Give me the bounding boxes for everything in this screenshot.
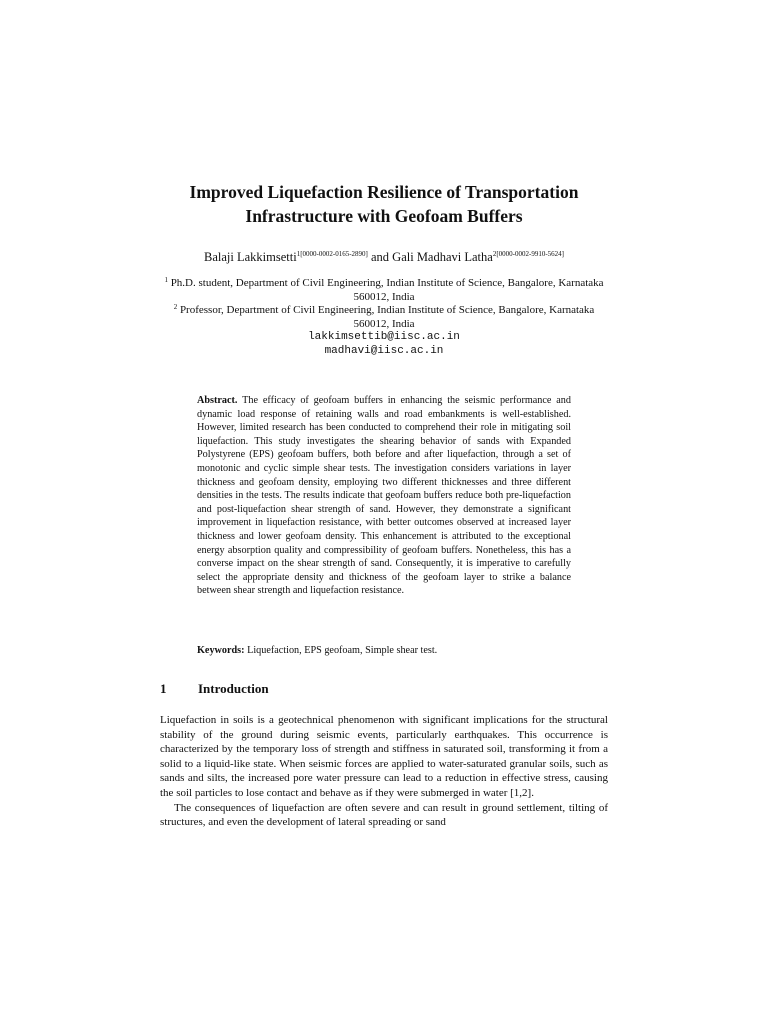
- title-line-1: Improved Liquefaction Resilience of Transportation: [189, 182, 579, 202]
- keywords: [197, 644, 571, 658]
- abstract-label: Abstract.: [197, 395, 238, 406]
- author-conjunction: and: [367, 250, 393, 264]
- keywords-text: Liquefaction, EPS geofoam, Simple shear test.: [244, 645, 438, 656]
- section-number: 1: [160, 681, 167, 696]
- author-1-orcid: 1[0000-0002-0165-2890]: [296, 250, 368, 258]
- introduction-body: [160, 713, 608, 830]
- author-1-name: Balaji Lakkimsetti: [204, 250, 297, 264]
- abstract-text: The efficacy of geofoam buffers in enhancing the seismic performance and dynamic load response of retaining walls and road embankments is well-established. However, limited research has been conducted to comprehend their role in mitigating soil liquefaction. This study investigates the shearing behavior of sands with Expanded Polystyrene (EPS) geofoam buffers, both before and after liquefaction, through a set of monotonic and cyclic simple shear tests. The investigation considers variations in layer thickness and geofoam density, employing two different thicknesses and three different densities in the tests. The results indicate that geofoam buffers reduce both pre-liquefaction and post-liquefaction shear strength of sand. However, they demonstrate a significant improvement in liquefaction resistance, with better outcomes observed at increased layer thickness and lower geofoam density. This enhancement is attributed to the exceptional energy absorption quality and compressibility of geofoam buffers. Nonetheless, this has a converse impact on the shear strength of sand. Consequently, it is imperative to carefully select the appropriate density and thickness of the geofoam layer to strike a balance between shear strength and liquefaction resistance.: [197, 395, 571, 597]
- paper-title: [120, 180, 648, 228]
- title-line-2: Infrastructure with Geofoam Buffers: [245, 206, 523, 226]
- author-2-name: Gali Madhavi Latha: [392, 250, 493, 264]
- affiliation-2: [158, 304, 610, 331]
- affiliation-1-text: Ph.D. student, Department of Civil Engineering, Indian Institute of Science, Bangalore, Karnataka 560012, India: [167, 277, 604, 303]
- affiliation-2-text: Professor, Department of Civil Engineering, Indian Institute of Science, Bangalore, Karnataka 560012, India: [177, 304, 595, 330]
- section-title: Introduction: [198, 681, 269, 696]
- paragraph-1: Liquefaction in soils is a geotechnical phenomenon with significant implications for the structural stability of the ground during seismic events, particularly earthquakes. This occurrence is characterized by the temporary loss of strength and stiffness in saturated soil, transforming it from a solid to a liquid-like state. When seismic forces are applied to water-saturated granular soils, such as sands and silts, the increased pore water pressure can lead to a reduction in effective stress, causing the soil particles to lose contact and behave as if they were submerged in water [1,2].: [160, 714, 608, 799]
- affiliations: [158, 277, 610, 359]
- paragraph-2: The consequences of liquefaction are often severe and can result in ground settlement, tilting of structures, and even the development of lateral spreading or sand: [160, 801, 608, 829]
- section-heading-introduction: [160, 680, 608, 698]
- keywords-label: Keywords:: [197, 645, 245, 656]
- email-1[interactable]: lakkimsettib@iisc.ac.in: [308, 331, 460, 344]
- author-list: [120, 249, 648, 265]
- affiliation-2-marker: 2: [173, 303, 178, 312]
- affiliation-1: [158, 277, 610, 304]
- author-2-orcid: 2[0000-0002-9910-5624]: [492, 250, 564, 258]
- email-2[interactable]: madhavi@iisc.ac.in: [324, 344, 444, 357]
- abstract: [197, 394, 571, 598]
- affiliation-1-marker: 1: [164, 276, 168, 284]
